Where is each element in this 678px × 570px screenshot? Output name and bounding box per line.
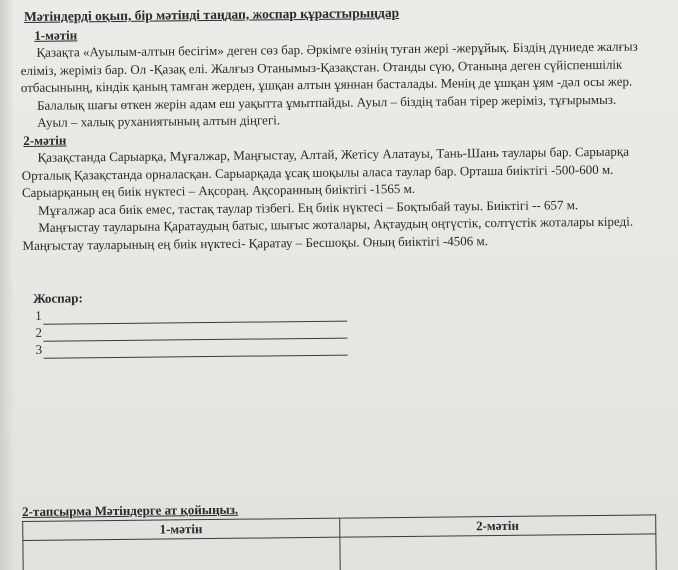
text2-heading: 2-мәтін bbox=[23, 132, 67, 148]
worksheet-content bbox=[20, 1, 664, 358]
plan-item-number: 1 bbox=[35, 307, 42, 323]
plan-item-number: 3 bbox=[35, 341, 43, 357]
text2-paragraph-1: Қазақстанда Сарыарқа, Мұғалжар, Маңғыстау, Алтай, Жетісу Алатауы, Тань-Шань таулары бар. Сарыарқа Орталық Қазақстанда орналасқан. Сарыарқада ұсақ шоқылы аласа таулар бар. Орташа биіктігі -500-600 м. Сарыарқаның ең биік нүктесі – Ақсораң. Ақсоранның биіктігі -1565 м. bbox=[21, 143, 630, 200]
task2-col2-answer-cell[interactable] bbox=[339, 534, 656, 570]
task2-section bbox=[22, 497, 663, 570]
task2-col1-answer-cell[interactable] bbox=[23, 537, 340, 570]
plan-answer-line[interactable] bbox=[44, 342, 348, 358]
task2-col2-header: 2-мәтін bbox=[339, 515, 656, 537]
text1-paragraph-1: Қазақта «Ауылым-алтын бесігім» деген сөз бар. Әркімге өзінің туған жері -жерұйық. Біздің дүниеде жалғыз еліміз, жеріміз бар. Ол -Қазақ елі. Жалғыз Отанымыз-Қазақстан. Отанды сүю, Отаныңа деген сүйіспеншілік отбасынынң, кіндік қаның тамған жерден, ұшқан алтын ұяннан басталады. Менің де ұшқан ұям -дәл осы жер. bbox=[20, 38, 638, 95]
text2-paragraph-3: Маңғыстау тауларына Қаратаудың батыс, шығыс жоталары, Ақтаудың оңтүстік, солтүстік жоталары кіреді. Маңғыстау тауларының ең биік нүктесі- Қаратау – Бесшоқы. Оның биіктігі -4506 м. bbox=[22, 213, 634, 253]
task2-table bbox=[22, 514, 657, 570]
text1-paragraph-2: Балалық шағы өткен жерін адам еш уақытта ұмытпайды. Ауыл – біздің табан тірер жеріміз, тұғырымыз. bbox=[36, 91, 617, 113]
plan-title: Жоспар: bbox=[32, 290, 83, 306]
task2-title: 2-тапсырма Мәтіндерге ат қойыңыз. bbox=[22, 501, 239, 519]
task2-col1-header: 1-мәтін bbox=[23, 518, 340, 540]
worksheet-title: Мәтіндерді оқып, бір мәтінді таңдап, жоспар құрастырыңдар bbox=[24, 5, 400, 24]
plan-section bbox=[23, 283, 664, 358]
text1-heading: 1-мәтін bbox=[34, 26, 78, 43]
text2-paragraph-2: Мұғалжар аса биік емес, тастақ таулар тізбегі. Ең биік нүктесі – Боқтыбай тауы. Биіктігі -- 657 м. bbox=[38, 196, 579, 218]
task2-answer-row bbox=[23, 534, 656, 570]
text1-paragraph-3: Ауыл – халық руханиятының алтын діңгегі. bbox=[37, 112, 281, 130]
plan-item-number: 2 bbox=[35, 324, 42, 340]
